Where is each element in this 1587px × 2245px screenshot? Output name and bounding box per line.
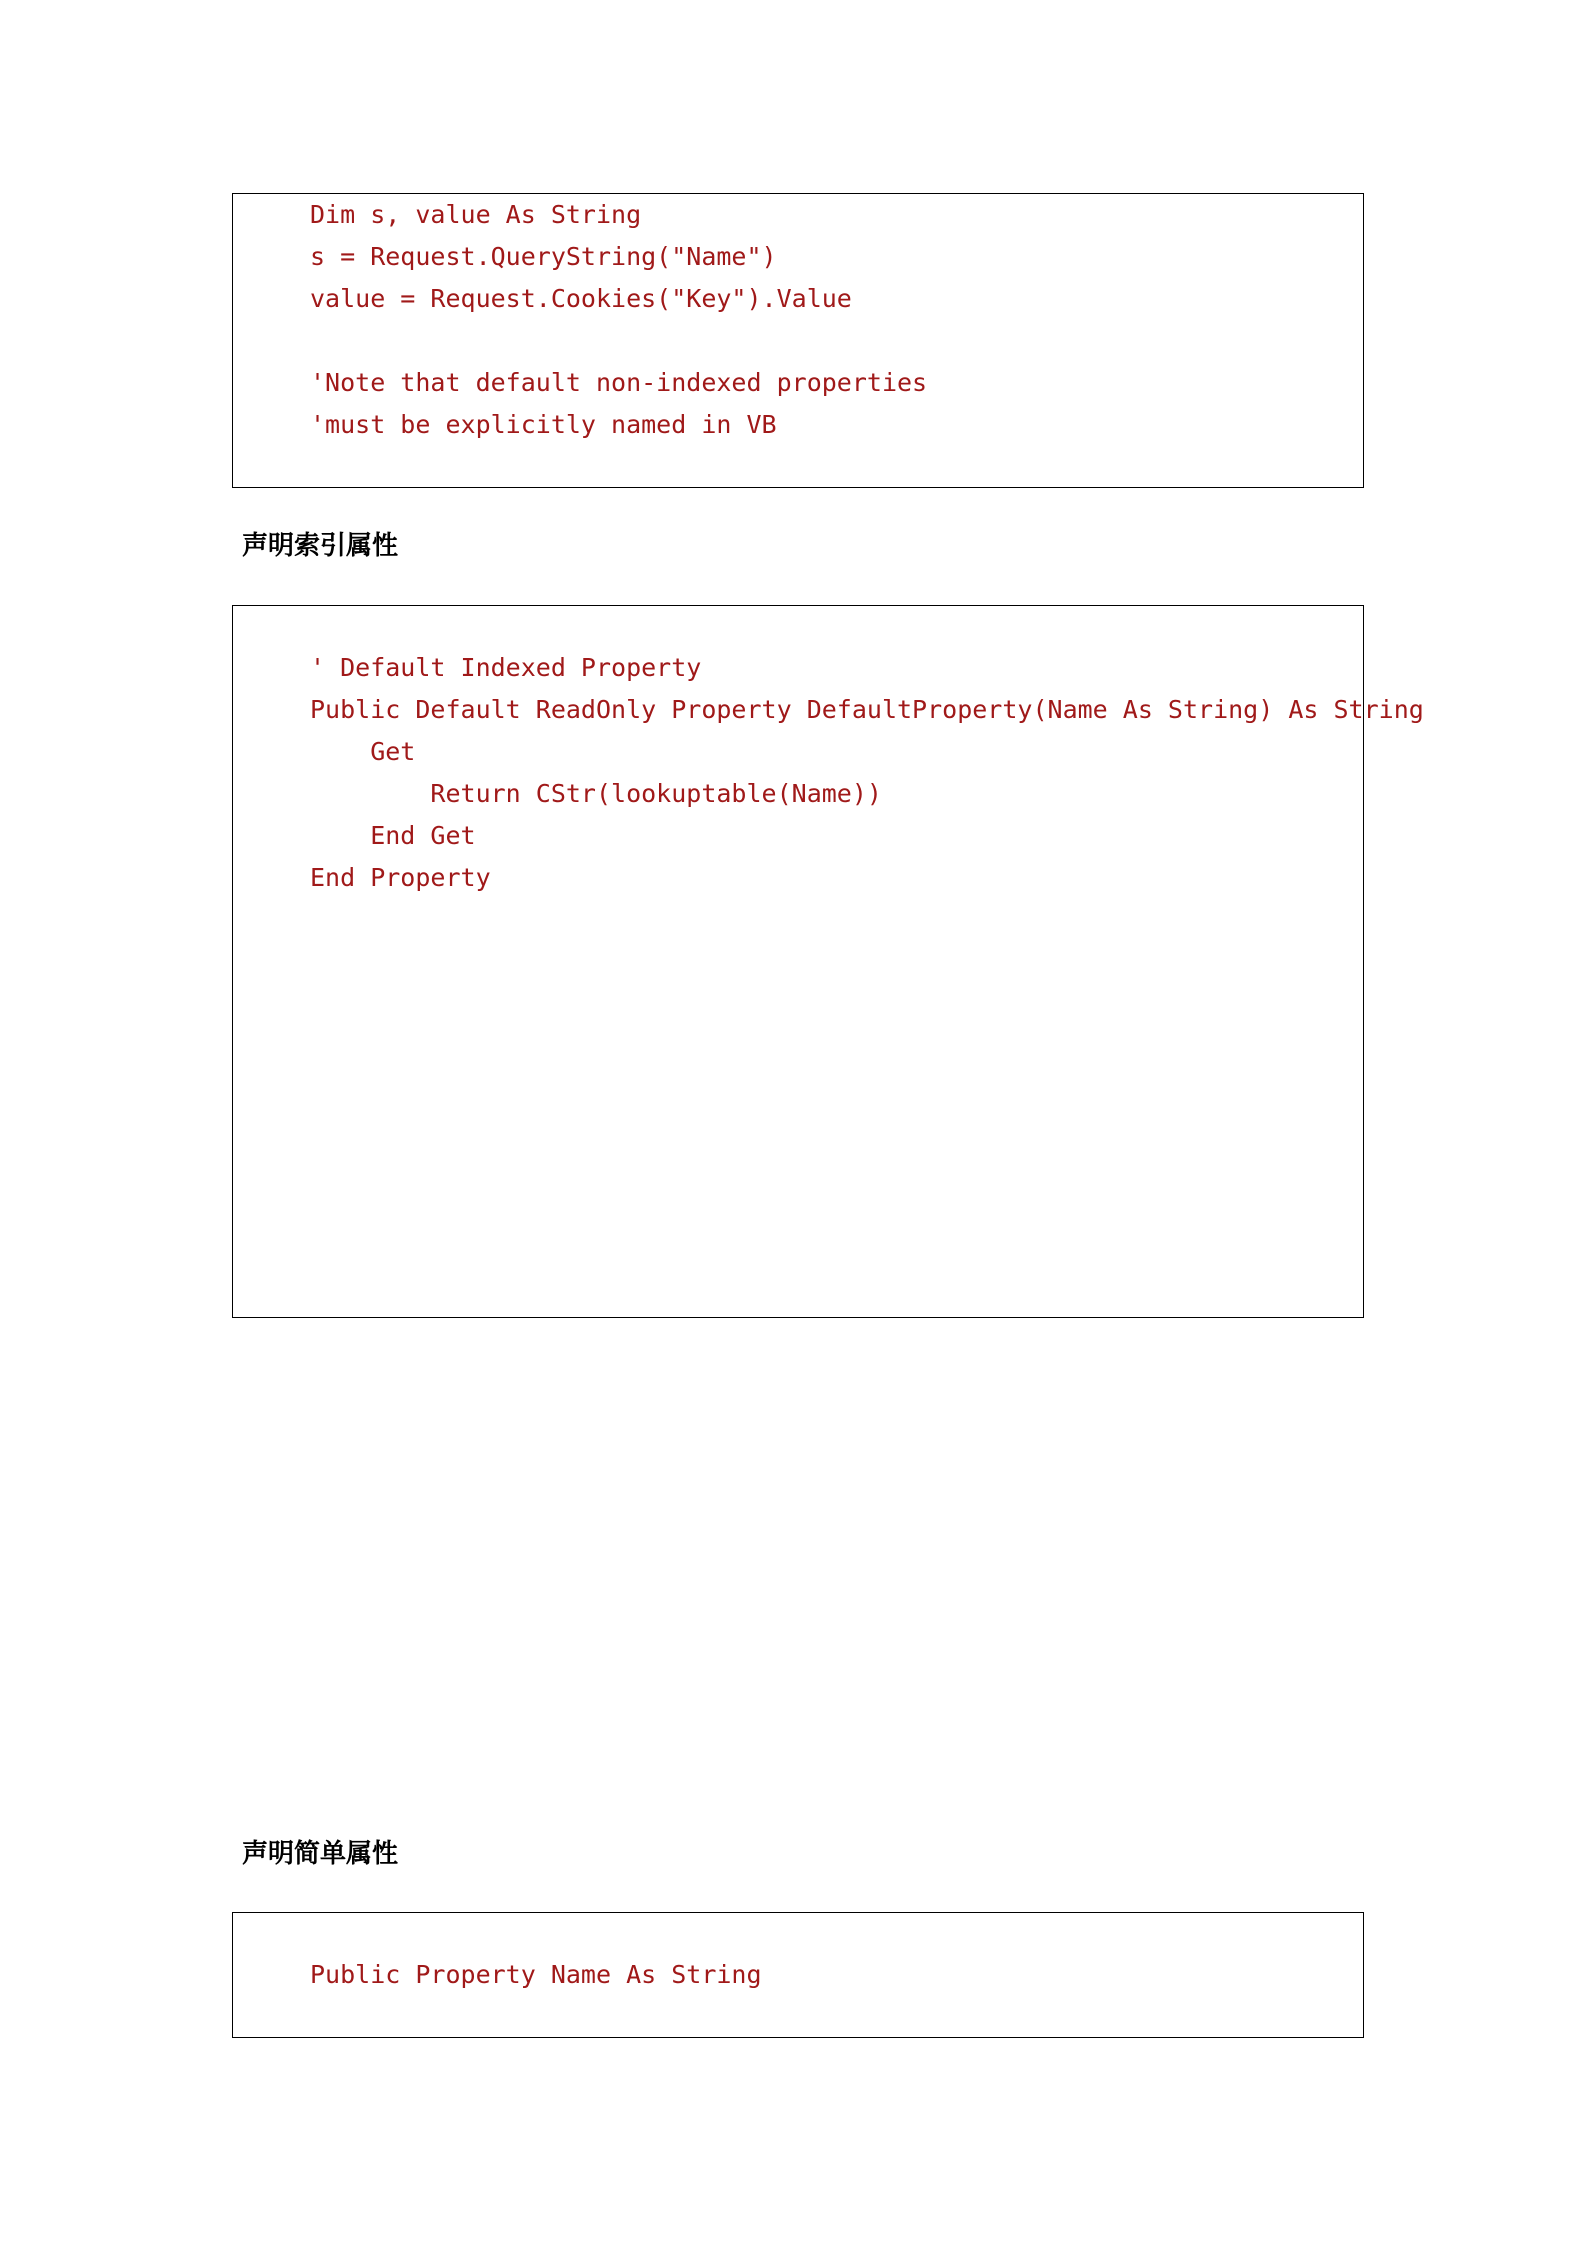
- section-heading-indexed-property: 声明索引属性: [242, 531, 399, 561]
- code-comment-line: 'Note that default non-indexed properties: [310, 368, 928, 397]
- code-line: Public Property Name As String: [310, 1960, 762, 1989]
- code-line: Dim s, value As String: [310, 200, 642, 229]
- section-heading-simple-property: 声明简单属性: [242, 1839, 399, 1869]
- code-comment-line: ' Default Indexed Property: [310, 653, 702, 682]
- code-line: End Property: [310, 863, 491, 892]
- code-line: s = Request.QueryString("Name"): [310, 242, 777, 271]
- code-comment-line: 'must be explicitly named in VB: [310, 410, 777, 439]
- code-line: Return CStr(lookuptable(Name)): [310, 779, 882, 808]
- code-line: End Get: [310, 821, 476, 850]
- code-block-1: [232, 193, 1364, 488]
- code-line: Public Default ReadOnly Property DefaultProperty(Name As String) As String: [310, 695, 1424, 724]
- code-line: value = Request.Cookies("Key").Value: [310, 284, 852, 313]
- code-line: Get: [310, 737, 416, 766]
